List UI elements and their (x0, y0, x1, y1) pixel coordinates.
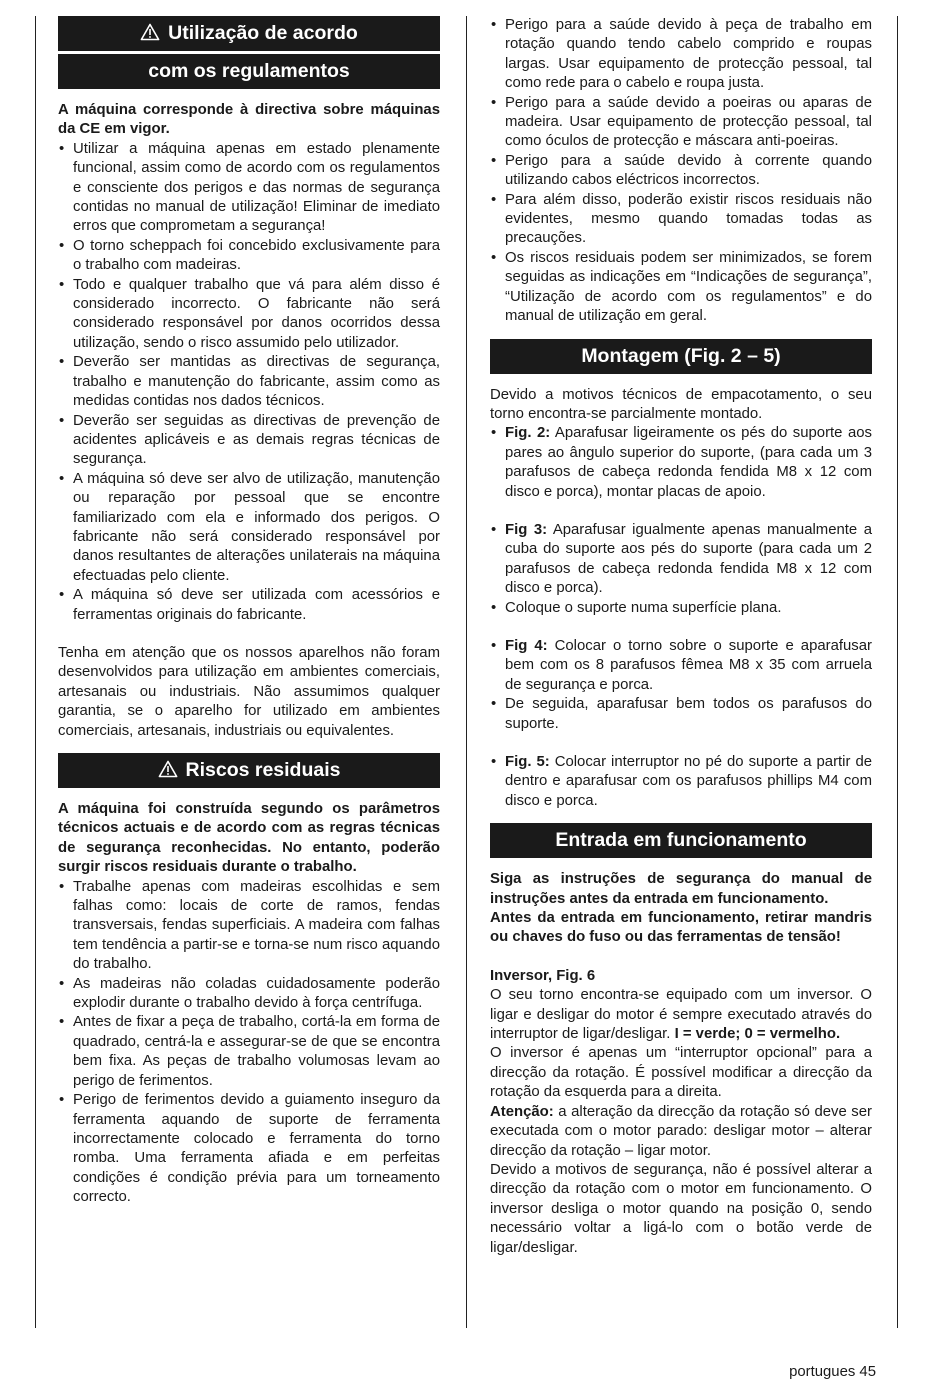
page-number: portugues 45 (789, 1364, 876, 1380)
fig-text: Aparafusar igualmente apenas manualmente a cuba do suporte aos pés do suporte (para cada um 2 parafusos de cabeça redonda fendida M8 x 12 com disco e porca). (505, 521, 872, 597)
fig-text: Colocar interruptor no pé do suporte a partir de dentro e aparafusar com os parafusos phillips M4 com disco e porca. (505, 754, 873, 809)
residual-risks-list (58, 878, 440, 1208)
assembly-steps-fig5 (490, 753, 872, 811)
section-heading-riscos (58, 753, 440, 788)
inversor-paragraph (490, 986, 872, 1044)
fig-label: Fig. 2: (505, 425, 551, 442)
closing-paragraph: Tenha em atenção que os nossos aparelhos não foram desenvolvidos para utilização em ambientes comerciais, artesanais ou industriais. Não assumimos qualquer garantia, se o aparelho for utilizado em ambientes comerciais, artesanais, industriais ou equivalentes. (58, 644, 440, 739)
left-margin-rule (35, 16, 36, 1328)
intro-paragraph: A máquina foi construída segundo os parâmetros técnicos actuais e de acordo com as regras técnicas de segurança reconhecidas. No entanto, poderão surgir riscos residuais durante o trabalho. (58, 801, 440, 876)
section-heading-utilizacao (58, 16, 440, 51)
fig-text: Colocar o torno sobre o suporte e aparafusar bem com os 8 parafusos fêmea M8 x 35 com arruela de segurança e porca. (505, 637, 872, 693)
safety-instruction: Siga as instruções de segurança do manual de instruções antes da entrada em funcionamento. (490, 871, 872, 907)
list-item: • Utilizar a máquina apenas em estado plenamente funcional, assim como de acordo com os regulamentos e consciente dos perigos e das normas de segurança contidas no manual de utilização! Eliminar de imediato erros que comprometam a segurança! (58, 140, 440, 237)
assembly-steps-fig2 (490, 424, 872, 502)
assembly-steps-fig4 (490, 637, 872, 734)
list-item: • Todo e qualquer trabalho que vá para além disso é considerado incorrecto. O fabricante não será considerado responsável por danos ocorridos dessa utilização, sendo o risco assumido pelo utilizador. (58, 276, 440, 354)
list-item: • As madeiras não coladas cuidadosamente poderão explodir durante o trabalho devido à força centrífuga. (58, 975, 440, 1014)
fig-label: Fig 3: (505, 521, 548, 538)
list-item: • Perigo para a saúde devido à peça de trabalho em rotação quando tendo cabelo comprido e roupas largas. Usar equipamento de protecção pessoal, tal como rede para o cabelo e roupa justa. (490, 16, 872, 94)
list-item: • A máquina só deve ser utilizada com acessórios e ferramentas originais do fabricante. (58, 586, 440, 625)
list-item: • O torno scheppach foi concebido exclusivamente para o trabalho com madeiras. (58, 237, 440, 276)
list-item (490, 424, 872, 502)
right-column (490, 16, 872, 1258)
list-item (490, 521, 872, 599)
section-heading-montagem (490, 339, 872, 374)
attention-label: Atenção: (490, 1103, 554, 1120)
inversor-text: O seu torno encontra-se equipado com um inversor. O ligar e desligar do motor é sempre executado através do interruptor de ligar/desligar. (490, 987, 872, 1043)
list-item: • Perigo de ferimentos devido a guiamento inseguro da ferramenta aquando de suporte de ferramenta incorrectamente colocado e ferramenta do torno romba. Uma ferramenta afiada e em perfeitas condições é condição prévia para um torneamento correcto. (58, 1091, 440, 1207)
residual-risks-list-continued (490, 16, 872, 327)
list-item: • Para além disso, poderão existir riscos residuais não evidentes, mesmo quando tomadas todas as precauções. (490, 191, 872, 249)
list-item: • Antes de fixar a peça de trabalho, cortá-la em forma de quadrado, centrá-la e assegurar-se de que se encontra bem fixa. As peças de trabalho volumosas levam ao perigo de ferimentos. (58, 1013, 440, 1091)
heading-text: Utilização de acordo (168, 22, 358, 44)
warning-icon (158, 760, 178, 778)
heading-text: Montagem (Fig. 2 – 5) (581, 344, 781, 367)
list-item: • Trabalhe apenas com madeiras escolhidas e sem falhas como: locais de corte de ramos, fendas transversais, fendas superficiais. A madeira com falhas tem tendência a partir-se e torna-se num risco aquando do trabalho. (58, 878, 440, 975)
list-item: • Perigo para a saúde devido a poeiras ou aparas de madeira. Usar equipamento de protecção pessoal, tal como óculos de protecção e máscara anti-poeiras. (490, 94, 872, 152)
assembly-steps-fig3 (490, 521, 872, 618)
column-divider-rule (466, 16, 467, 1328)
right-margin-rule (897, 16, 898, 1328)
list-item: • De seguida, aparafusar bem todos os parafusos do suporte. (490, 695, 872, 734)
fig-text: Aparafusar ligeiramente os pés do suporte aos pares ao ângulo superior do suporte, (para cada um 3 parafusos de cabeça redonda fendida M8 x 12 com disco e porca), montar placas de apoio. (505, 425, 872, 500)
list-item: • Deverão ser seguidas as directivas de prevenção de acidentes aplicáveis e as demais regras técnicas de segurança. (58, 412, 440, 470)
safety-instruction: Antes da entrada em funcionamento, retirar mandris ou chaves do fuso ou das ferramentas de tensão! (490, 910, 872, 946)
intro-paragraph: A máquina corresponde à directiva sobre máquinas da CE em vigor. (58, 102, 440, 138)
heading-text: Entrada em funcionamento (555, 829, 807, 852)
list-item: • Os riscos residuais podem ser minimizados, se forem seguidas as indicações em “Indicações de segurança”, “Utilização de acordo com os regulamentos” e do manual de utilização em geral. (490, 249, 872, 327)
fig-label: Fig 4: (505, 637, 548, 654)
attention-paragraph (490, 1103, 872, 1161)
inversor-paragraph: O inversor é apenas um “interruptor opcional” para a direcção da rotação. É possível modificar a direcção da rotação da esquerda para a direita. (490, 1045, 872, 1101)
inversor-color-code: I = verde; 0 = vermelho. (674, 1026, 841, 1043)
usage-rules-list (58, 140, 440, 625)
list-item: • Perigo para a saúde devido à corrente quando utilizando cabos eléctricos incorrectos. (490, 152, 872, 191)
section-heading-entrada (490, 823, 872, 858)
list-item (490, 637, 872, 695)
assembly-intro: Devido a motivos técnicos de empacotamento, o seu torno encontra-se parcialmente montado. (490, 386, 872, 422)
section-heading-regulamentos (58, 54, 440, 89)
list-item: • Coloque o suporte numa superfície plana. (490, 599, 872, 618)
list-item: • Deverão ser mantidas as directivas de segurança, trabalho e manutenção do fabricante, assim como as medidas contidas nos dados técnicos. (58, 353, 440, 411)
attention-text: a alteração da direcção da rotação só deve ser executada com o motor parado: desligar motor – alterar direcção da rotação – ligar motor. (490, 1103, 872, 1159)
inversor-paragraph: Devido a motivos de segurança, não é possível alterar a direcção da rotação com o motor em funcionamento. O inversor desliga o motor quando na posição 0, sendo necessário voltar a ligá-lo com o botão verde de ligar/desligar. (490, 1161, 872, 1256)
warning-icon (140, 23, 160, 41)
heading-text: Riscos residuais (185, 759, 341, 781)
fig-label: Fig. 5: (505, 754, 550, 770)
left-column (58, 16, 440, 1208)
subheading-inversor: Inversor, Fig. 6 (490, 967, 596, 984)
list-item (490, 753, 872, 811)
heading-text: com os regulamentos (148, 60, 350, 82)
list-item: • A máquina só deve ser alvo de utilização, manutenção ou reparação por pessoal que se encontre familiarizado com ela e informado dos perigos. O fabricante não será considerado responsável por danos resultantes de alterações unilaterais na máquina efectuadas pelo cliente. (58, 470, 440, 586)
